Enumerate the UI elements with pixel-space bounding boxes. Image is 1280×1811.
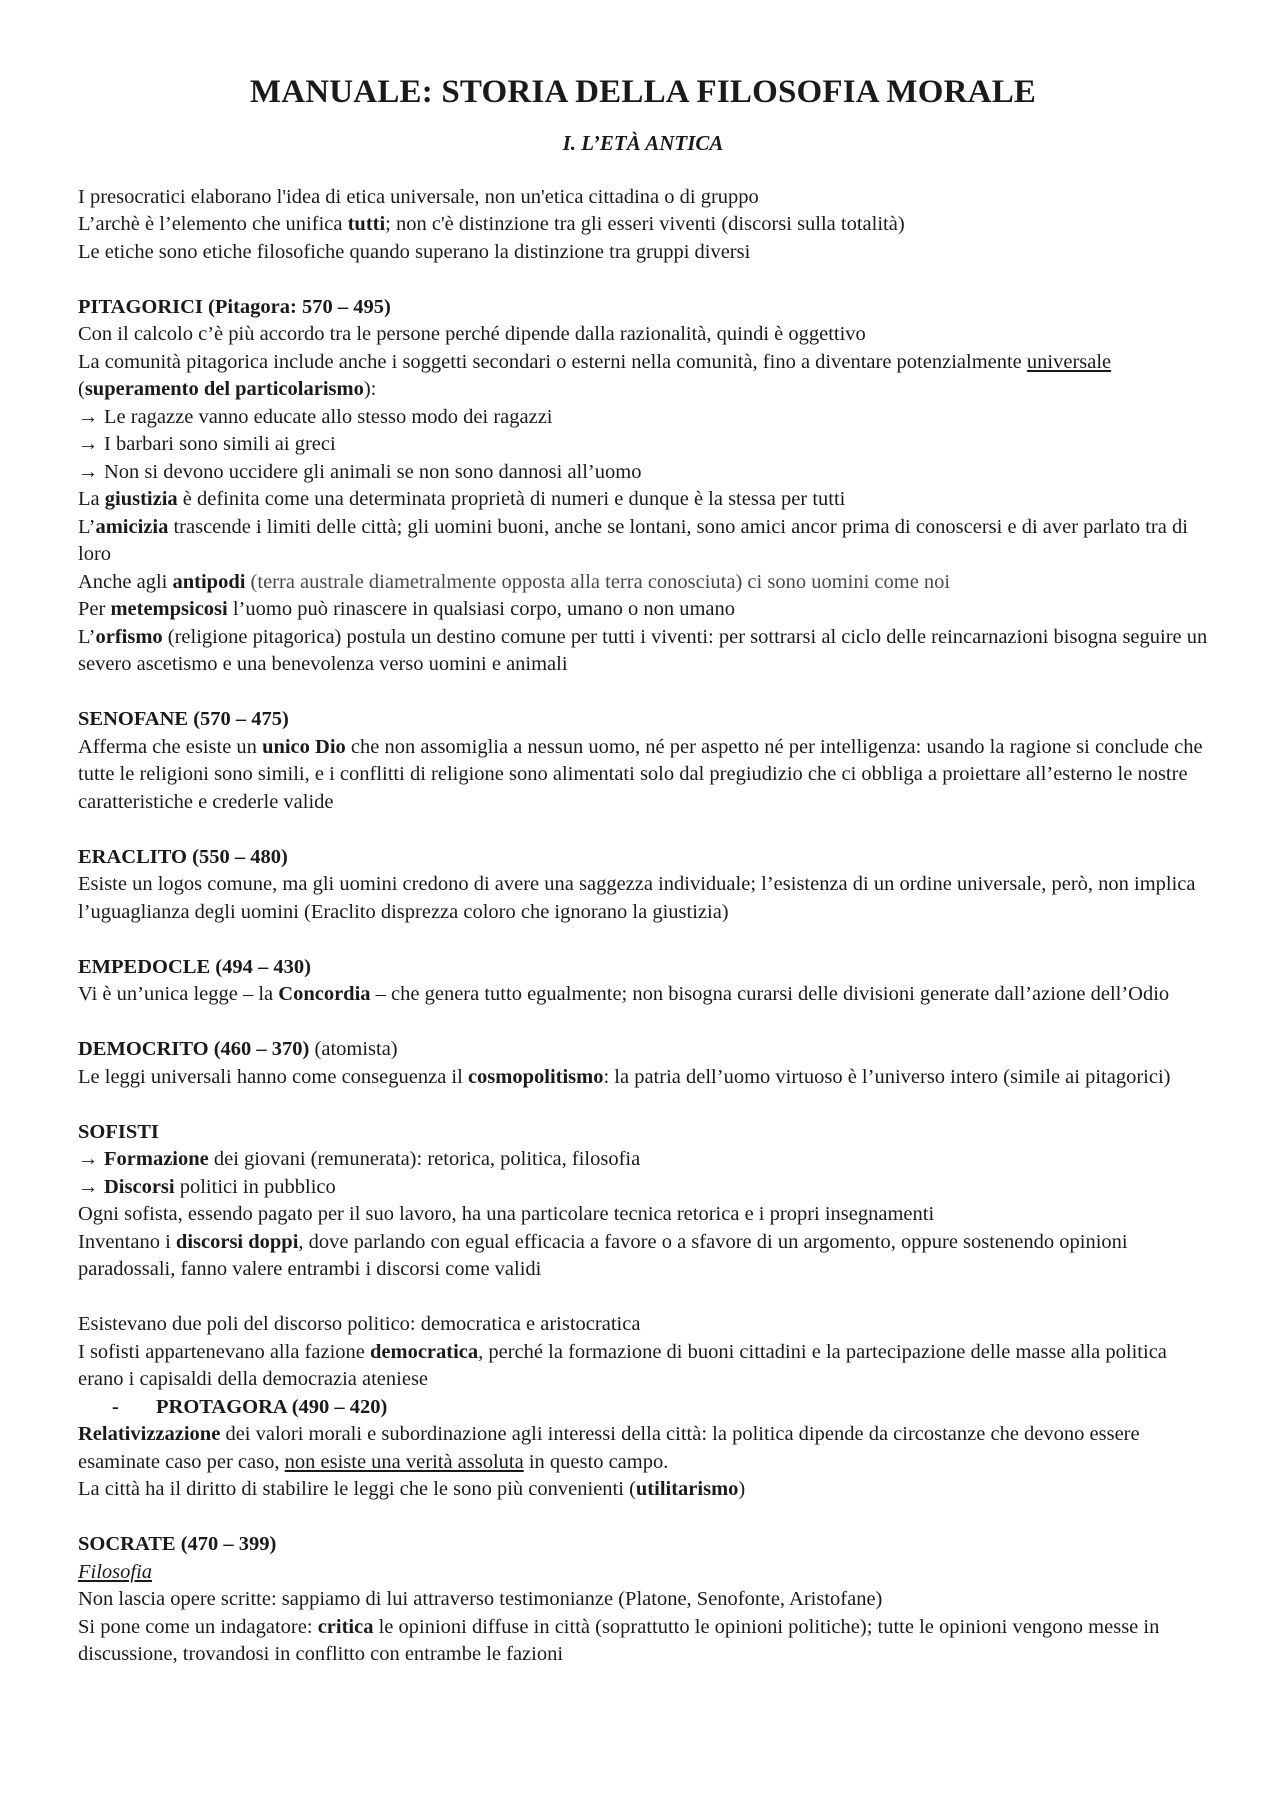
- intro-line: Le etiche sono etiche filosofiche quando superano la distinzione tra gruppi diversi: [78, 240, 751, 263]
- paragraph-line: Esiste un logos comune, ma gli uomini credono di avere una saggezza individuale; l’esistenza di un ordine universale, però, non implica l’uguaglianza degli uomini (Eraclito disprezza coloro che ignorano la giustizia): [78, 873, 1196, 923]
- paragraph-line: Vi è un’unica legge – la Concordia – che genera tutto egualmente; non bisogna curarsi delle divisioni generate dall’azione dell’Odio: [78, 983, 1170, 1005]
- paragraph-line: Relativizzazione dei valori morali e subordinazione agli interessi della città: la politica dipende da circostanze che devono essere esaminate caso per caso, non esiste una verità assoluta in questo campo.: [78, 1423, 1140, 1473]
- arrow-right-icon: →: [78, 433, 99, 455]
- sofisti-section: [78, 1119, 1208, 1284]
- paragraph-line: L’amicizia trascende i limiti delle città; gli uomini buoni, anche se lontani, sono amici ancor prima di conoscersi e di aver parlato tra di loro: [78, 515, 1188, 565]
- section-heading: ERACLITO (550 – 480): [78, 845, 288, 868]
- paragraph-line: Per metempsicosi l’uomo può rinascere in qualsiasi corpo, umano o non umano: [78, 598, 735, 620]
- arrow-right-icon: →: [78, 1175, 99, 1198]
- paragraph-line: Ogni sofista, essendo pagato per il suo lavoro, ha una particolare tecnica retorica e i propri insegnamenti: [78, 1203, 935, 1225]
- subsection-heading: Filosofia: [78, 1560, 153, 1583]
- paragraph-line: La città ha il diritto di stabilire le leggi che le sono più convenienti (utilitarismo): [78, 1478, 746, 1500]
- section-heading: PITAGORICI (Pitagora: 570 – 495): [78, 295, 391, 318]
- section-heading: SENOFANE (570 – 475): [78, 708, 289, 730]
- paragraph-line: Inventano i discorsi doppi, dove parlando con egual efficacia a favore o a sfavore di un argomento, oppure sostenendo opinioni paradossali, fanno valere entrambi i discorsi come validi: [78, 1230, 1128, 1280]
- arrow-right-icon: →: [78, 460, 99, 483]
- paragraph-line: Non lascia opere scritte: sappiamo di lui attraverso testimonianze (Platone, Senofonte, Aristofane): [78, 1588, 883, 1610]
- democrito-section: [78, 1036, 1208, 1091]
- paragraph-line: Le leggi universali hanno come conseguenza il cosmopolitismo: la patria dell’uomo virtuoso è l’universo intero (simile ai pitagorici): [78, 1065, 1171, 1088]
- section-heading: EMPEDOCLE (494 – 430): [78, 955, 311, 978]
- empedocle-section: [78, 954, 1208, 1009]
- section-heading: SOCRATE (470 – 399): [78, 1533, 277, 1555]
- document-title: MANUALE: STORIA DELLA FILOSOFIA MORALE: [249, 74, 1037, 110]
- bullet-item: → Le ragazze vanno educate allo stesso modo dei ragazzi: [78, 404, 1208, 432]
- pitagorici-section: [78, 294, 1208, 679]
- bullet-item: → Non si devono uccidere gli animali se non sono dannosi all’uomo: [78, 459, 1208, 487]
- intro-line: L’archè è l’elemento che unifica tutti; non c'è distinzione tra gli esseri viventi (discorsi sulla totalità): [78, 213, 905, 235]
- paragraph-line: Afferma che esiste un unico Dio che non assomiglia a nessun uomo, né per aspetto né per intelligenza: usando la ragione si conclude che tutte le religioni sono simili, e i conflitti di religione sono alimentati solo dal pregiudizio che ci obbliga a proiettare all’esterno le nostre caratteristiche e crederle valide: [78, 735, 1203, 813]
- section-heading: SOFISTI: [78, 1120, 159, 1143]
- paragraph-line: I sofisti appartenevano alla fazione democratica, perché la formazione di buoni cittadini e la partecipazione delle masse alla politica erano i capisaldi della democrazia ateniese: [78, 1340, 1167, 1390]
- paragraph-line: L’orfismo (religione pitagorica) postula un destino comune per tutti i viventi: per sottrarsi al ciclo delle reincarnazioni bisogna seguire un severo ascetismo e una benevolenza verso uomini e animali: [78, 625, 1208, 675]
- paragraph-line: Anche agli antipodi (terra australe diametralmente opposta alla terra conosciuta) ci sono uomini come noi: [78, 570, 951, 593]
- protagora-heading: - PROTAGORA (490 – 420): [112, 1395, 388, 1418]
- bullet-item: → Discorsi politici in pubblico: [78, 1174, 1208, 1202]
- paragraph-line: Con il calcolo c’è più accordo tra le persone perché dipende dalla razionalità, quindi è oggettivo: [78, 323, 866, 345]
- paragraph-line: Esistevano due poli del discorso politico: democratica e aristocratica: [78, 1313, 641, 1335]
- eraclito-section: [78, 844, 1208, 927]
- sofisti-politica-section: [78, 1311, 1208, 1504]
- paragraph-line: Si pone come un indagatore: critica le opinioni diffuse in città (soprattutto le opinioni politiche); tutte le opinioni vengono messe in discussione, trovandosi in conflitto con entrambe le fazioni: [78, 1615, 1160, 1665]
- senofane-section: [78, 706, 1208, 816]
- bullet-item: → Formazione dei giovani (remunerata): retorica, politica, filosofia: [78, 1146, 1208, 1174]
- paragraph-line: La comunità pitagorica include anche i soggetti secondari o esterni nella comunità, fino a diventare potenzialmente universale (superamento del particolarismo):: [78, 350, 1112, 400]
- socrate-section: [78, 1531, 1208, 1669]
- arrow-right-icon: →: [78, 405, 99, 428]
- arrow-right-icon: →: [78, 1148, 99, 1170]
- bullet-item: → I barbari sono simili ai greci: [78, 431, 1208, 459]
- intro-section: [78, 184, 1208, 267]
- section-heading: DEMOCRITO (460 – 370) (atomista): [78, 1038, 398, 1060]
- paragraph-line: La giustizia è definita come una determinata proprietà di numeri e dunque è la stessa per tutti: [78, 488, 846, 510]
- intro-line: I presocratici elaborano l'idea di etica universale, non un'etica cittadina o di gruppo: [78, 185, 759, 208]
- chapter-subtitle: I. L’ETÀ ANTICA: [562, 131, 724, 155]
